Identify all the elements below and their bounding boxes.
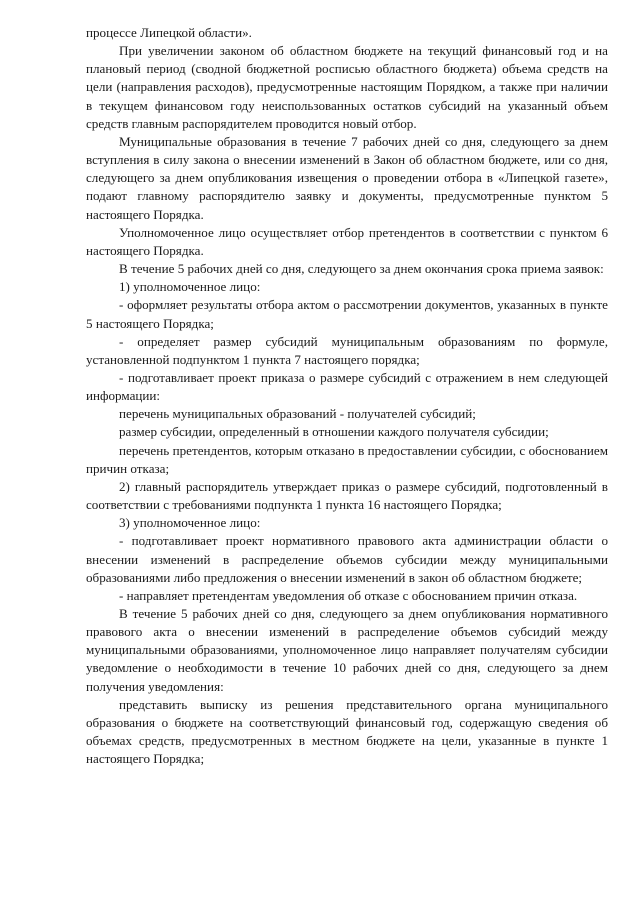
paragraph-1: При увеличении законом об областном бюджете на текущий финансовый год и на плановый период (сводной бюджетной росписью областного бюджета) объема средств на цели (направления расходов), предусмотренные настоящим Порядком, а также при наличии в текущем финансовом году неиспользованных остатков субсидий на указанный объем средств главным распорядителем проводится новый отбор. <box>86 43 608 131</box>
paragraph-11: перечень претендентов, которым отказано в предоставлении субсидии, с обоснованием причин отказа; <box>86 442 608 476</box>
paragraph-14: - подготавливает проект нормативного правового акта администрации области о внесении изменений в распределение объемов субсидии между муниципальными образованиями либо предложения о внесении изменений в закон об областном бюджете; <box>86 533 608 585</box>
paragraph-12: 2) главный распорядитель утверждает приказ о размере субсидий, подготовленный в соответствии с требованиями подпункта 1 пункта 16 настоящего Порядка; <box>86 478 608 513</box>
paragraph-5: 1) уполномоченное лицо: <box>119 279 261 295</box>
paragraph-8: - подготавливает проект приказа о размере субсидий с отражением в нем следующей информации: <box>86 369 608 404</box>
paragraph-13: 3) уполномоченное лицо: <box>119 515 261 531</box>
paragraph-17: представить выписку из решения представительного органа муниципального образования о бюджете на соответствующий финансовый год, содержащую сведения об объемах средств, предусмотренных в местном бюджете на цели, указанные в пункте 1 настоящего Порядка; <box>86 696 608 767</box>
paragraph-4: В течение 5 рабочих дней со дня, следующего за днем окончания срока приема заявок: <box>119 261 604 277</box>
paragraph-0: процессе Липецкой области». <box>86 25 252 40</box>
paragraph-2: Муниципальные образования в течение 7 рабочих дней со дня, следующего за днем вступления в силу закона о внесении изменений в Закон об областном бюджете, или со дня, следующего за днем опубликования извещения о проведении отбора в «Липецкой газете», подают главному распорядителю заявку и документы, предусмотренные пунктом 5 настоящего Порядка. <box>86 133 608 222</box>
paragraph-3: Уполномоченное лицо осуществляет отбор претендентов в соответствии с пунктом 6 настоящего Порядка. <box>86 224 608 258</box>
paragraph-6: - оформляет результаты отбора актом о рассмотрении документов, указанных в пункте 5 настоящего Порядка; <box>86 297 608 331</box>
paragraph-10: размер субсидии, определенный в отношении каждого получателя субсидии; <box>119 424 549 440</box>
paragraph-9: перечень муниципальных образований - получателей субсидий; <box>119 406 476 422</box>
document-page <box>86 24 608 768</box>
paragraph-16: В течение 5 рабочих дней со дня, следующего за днем опубликования нормативного правового акта о внесении изменений в распределение объемов субсидий между муниципальными образованиями, уполномоченное лицо направляет получателям субсидии уведомление о необходимости в течение 10 рабочих дней со дня, следующего за днем получения уведомления: <box>86 606 608 694</box>
paragraph-7: - определяет размер субсидий муниципальным образованиям по формуле, установленной подпунктом 1 пункта 7 настоящего порядка; <box>86 333 608 367</box>
paragraph-15: - направляет претендентам уведомления об отказе с обоснованием причин отказа. <box>119 587 578 603</box>
